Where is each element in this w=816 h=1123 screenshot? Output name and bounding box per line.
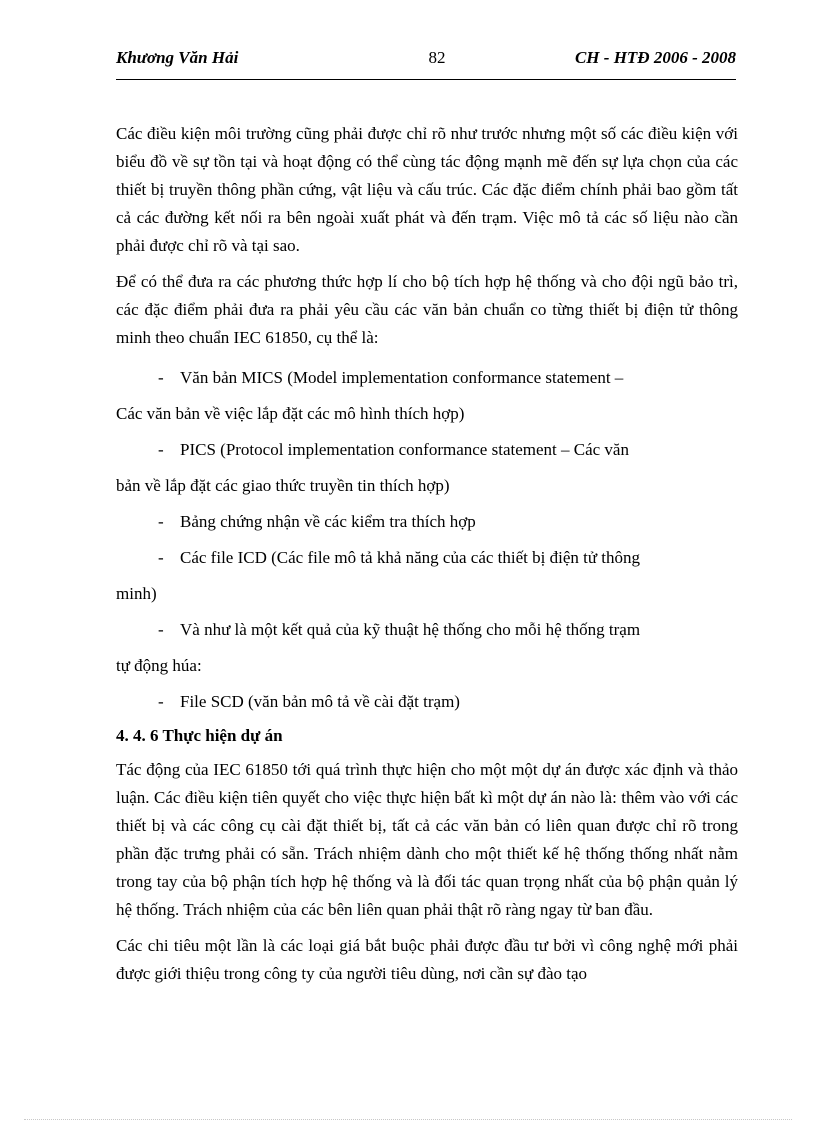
header-page-number: 82 <box>428 48 446 67</box>
list-item-pics <box>116 432 738 468</box>
bullet-dash: - <box>158 692 164 711</box>
header-course: CH - HTĐ 2006 - 2008 <box>574 48 736 67</box>
list-item-text: Các file ICD (Các file mô tả khả năng của các thiết bị điện tử thông <box>180 548 641 567</box>
paragraph-project-implementation: Tác động của IEC 61850 tới quá trình thực hiện cho một một dự án được xác định và thảo luận. Các điều kiện tiên quyết cho việc thực hiện bất kì một dự án nào là: thêm vào với các thiết bị và các công cụ cài đặt thiết bị, tất cả các văn bản có liên quan được chỉ rõ trong phần đặc trưng phải có sẵn. Trách nhiệm dành cho một thiết kế hệ thống thống nhất nằm trong tay của bộ phận tích hợp hệ thống và là đối tác quan trọng nhất của bộ phận quản lý hệ thống. Trách nhiệm của các bên liên quan phải thật rõ ràng ngay từ ban đầu. <box>116 760 738 919</box>
list-item-icd <box>116 540 738 576</box>
header-divider <box>116 79 736 80</box>
list-item-text: Văn bản MICS (Model implementation conformance statement – <box>180 368 624 387</box>
list-item-text: PICS (Protocol implementation conformance statement – Các văn <box>180 440 629 459</box>
list-item-text: Và như là một kết quả của kỹ thuật hệ thống cho mỗi hệ thống trạm <box>180 620 641 639</box>
list-item-system-engineering-continued: tự động húa: <box>116 656 202 675</box>
list-item-certificate <box>116 504 738 540</box>
paragraph-environment-conditions: Các điều kiện môi trường cũng phải được chỉ rõ như trước nhưng một số các điều kiện với biểu đồ về sự tồn tại và hoạt động có thể cùng tác động mạnh mẽ đến sự lựa chọn của các thiết bị truyền thông phần cứng, vật liệu và cấu trúc. Các đặc điểm chính phải bao gồm tất cả các đường kết nối ra bên ngoài xuất phát và đến trạm. Việc mô tả các số liệu nào cần phải được chỉ rõ và tại sao. <box>116 124 738 255</box>
header-author: Khương Văn Hải <box>116 48 239 67</box>
list-item-icd-continued: minh) <box>116 584 157 603</box>
footer-dotted-line <box>24 1119 792 1120</box>
paragraph-one-time-costs: Các chi tiêu một lần là các loại giá bắt buộc phải được đầu tư bởi vì công nghệ mới phải được giới thiệu trong công ty của người tiêu dùng, nơi cần sự đào tạo <box>116 936 738 983</box>
bullet-dash: - <box>158 440 164 459</box>
bullet-dash: - <box>158 368 164 387</box>
bullet-dash: - <box>158 620 164 639</box>
list-item-scd <box>116 684 738 720</box>
list-item-text: File SCD (văn bản mô tả về cài đặt trạm) <box>180 692 460 711</box>
section-heading: 4. 4. 6 Thực hiện dự án <box>116 726 283 745</box>
paragraph-documentation-requirements: Để có thể đưa ra các phương thức hợp lí cho bộ tích hợp hệ thống và cho đội ngũ bảo trì, các đặc điểm phải đưa ra phải yêu cầu các văn bản chuẩn co từng thiết bị điện tử thông minh theo chuẩn IEC 61850, cụ thể là: <box>116 272 738 347</box>
list-item-system-engineering <box>116 612 738 648</box>
bullet-dash: - <box>158 512 164 531</box>
page-header <box>116 48 736 74</box>
list-item-pics-continued: bản về lắp đặt các giao thức truyền tin thích hợp) <box>116 476 450 495</box>
list-item-mics <box>116 360 738 396</box>
bullet-dash: - <box>158 548 164 567</box>
page-body <box>116 120 738 996</box>
list-item-mics-continued: Các văn bản về việc lắp đặt các mô hình thích hợp) <box>116 404 465 423</box>
list-item-text: Bảng chứng nhận về các kiểm tra thích hợp <box>180 512 476 531</box>
